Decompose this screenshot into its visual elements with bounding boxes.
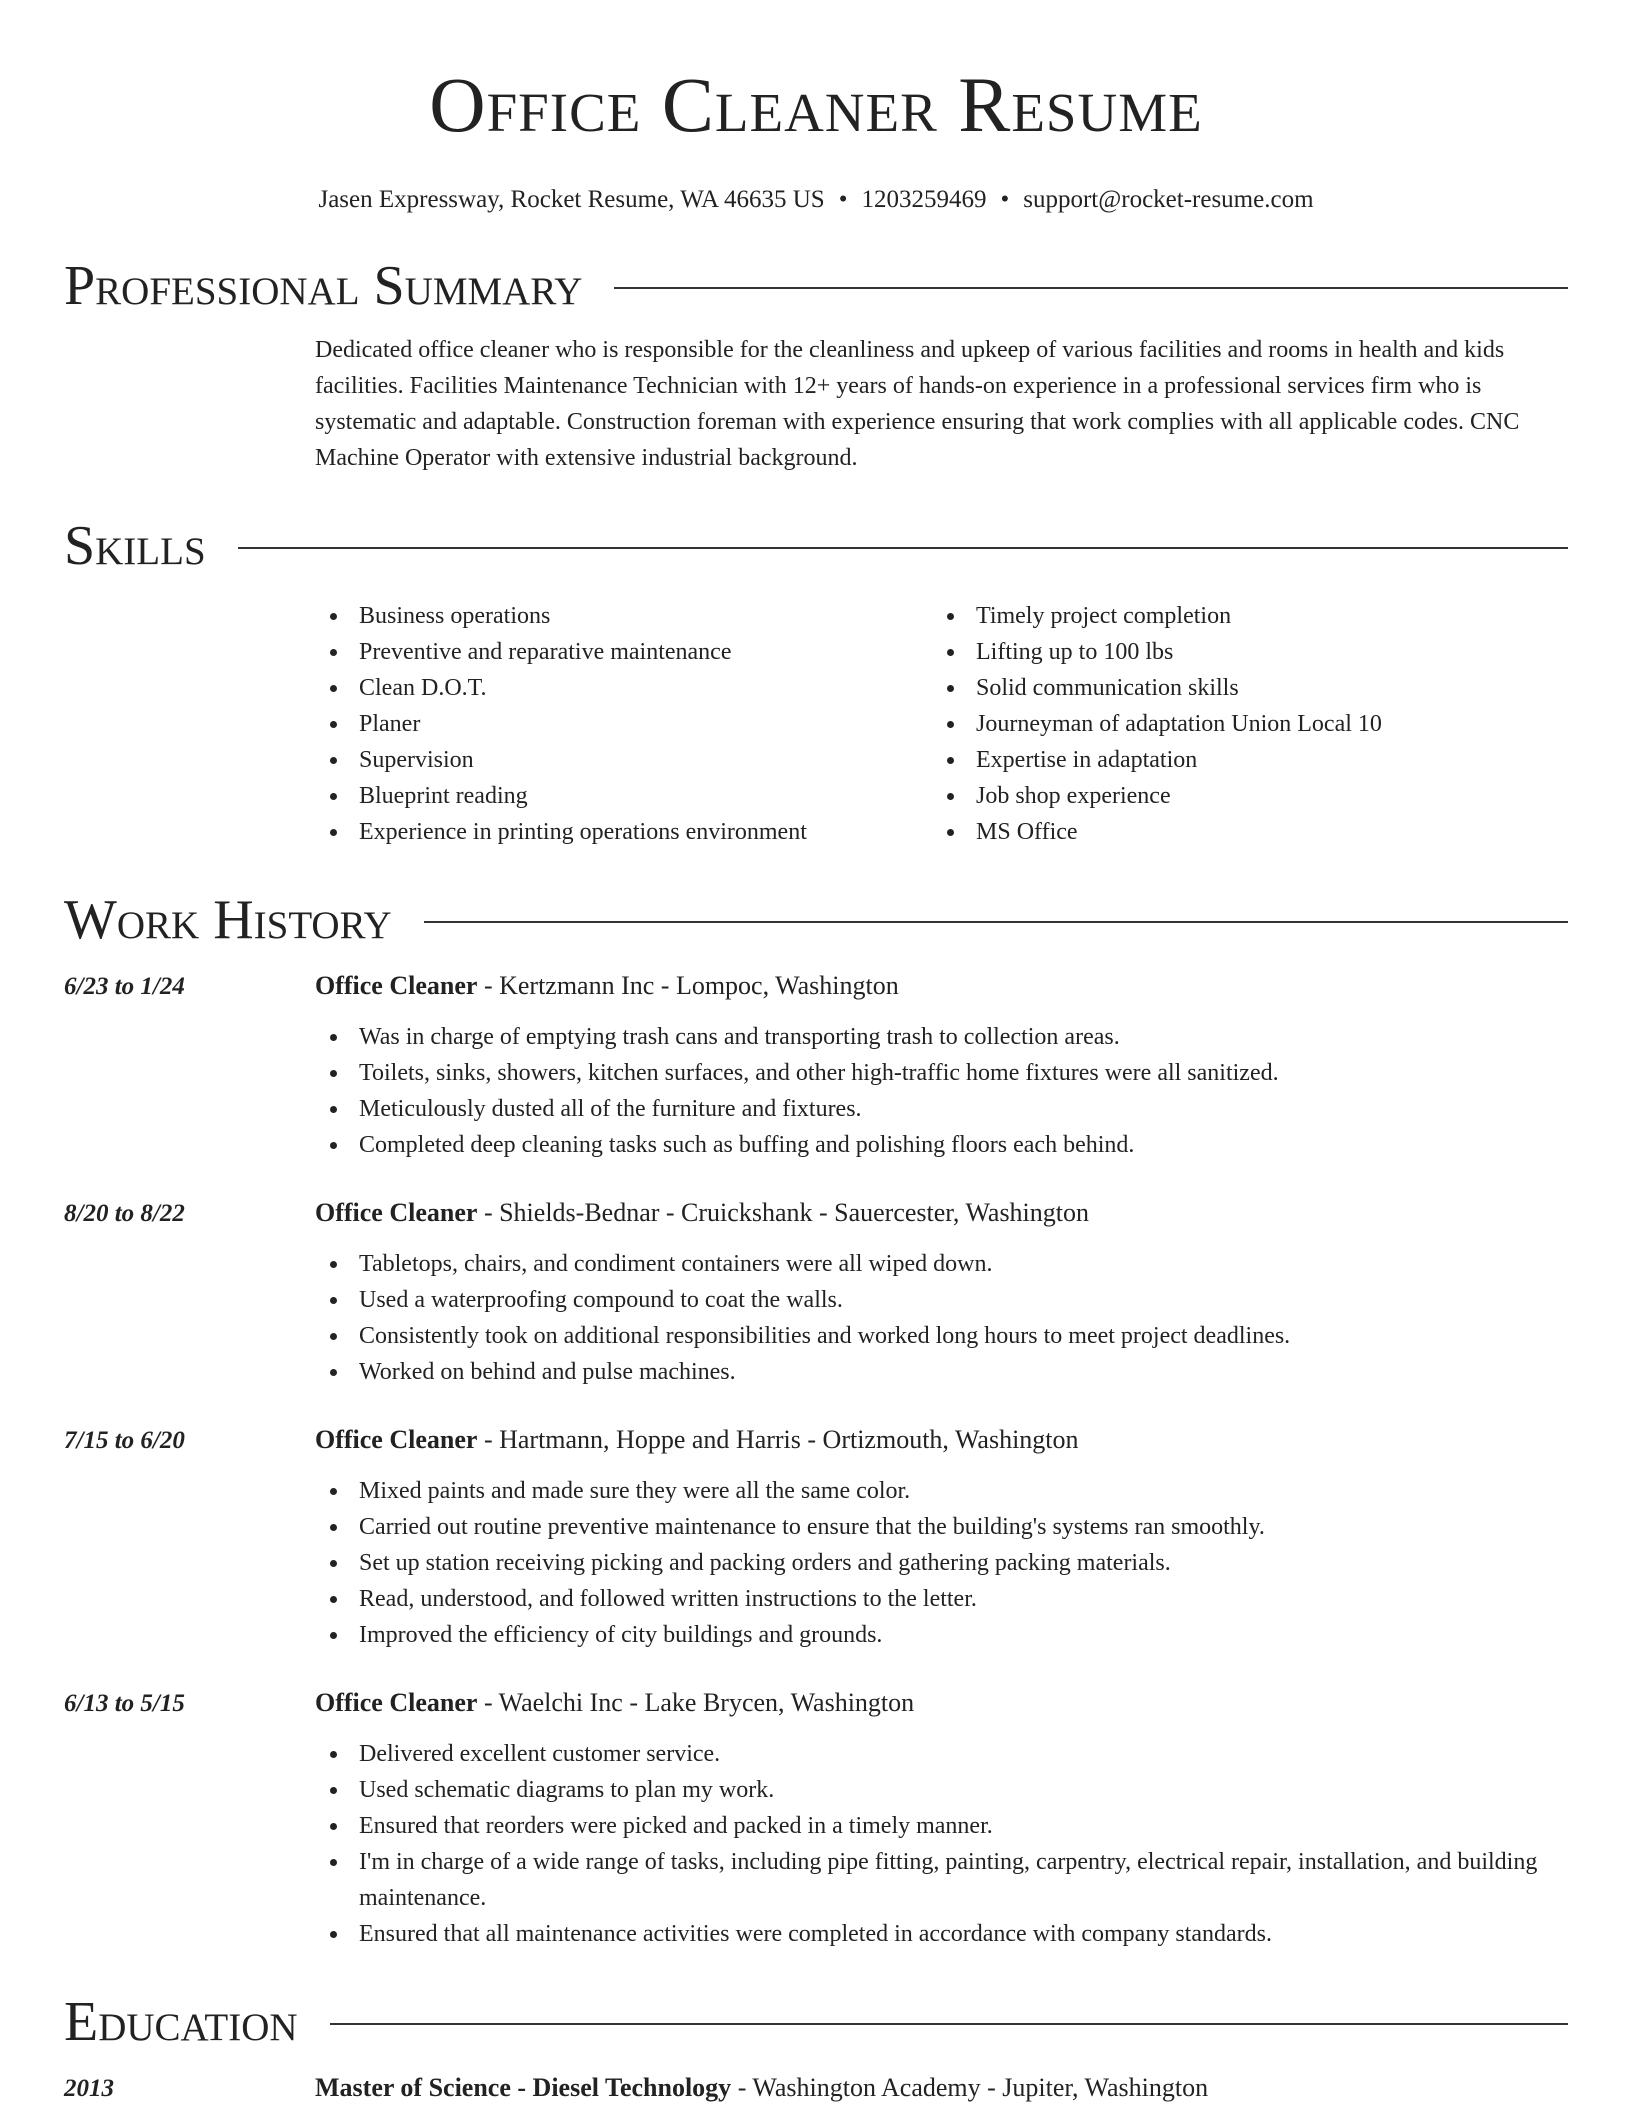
bullet-icon xyxy=(330,793,337,800)
bullet-icon xyxy=(330,1333,337,1340)
skill-item-text: Experience in printing operations environment xyxy=(359,819,807,845)
job-employer: - Waelchi Inc - Lake Brycen, Washington xyxy=(477,1688,915,1717)
job-dates: 6/13 to 5/15 xyxy=(64,1690,185,1717)
job-bullet xyxy=(315,1019,1568,1055)
job-bullet xyxy=(315,1581,1568,1617)
skill-item xyxy=(315,742,932,778)
job-bullet-text: Improved the efficiency of city buildings and grounds. xyxy=(359,1622,883,1648)
skill-item-text: Preventive and reparative maintenance xyxy=(359,639,732,665)
work-history-list xyxy=(64,968,1568,1952)
job-title: Office Cleaner xyxy=(315,1198,478,1227)
contact-address: Jasen Expressway, Rocket Resume, WA 46635 US xyxy=(318,186,825,213)
job-header xyxy=(64,968,1568,1005)
job-bullet-text: Consistently took on additional responsibilities and worked long hours to meet project deadlines. xyxy=(359,1323,1291,1349)
job-bullet-text: Completed deep cleaning tasks such as buffing and polishing floors each behind. xyxy=(359,1132,1135,1158)
work-heading: Work History xyxy=(64,889,392,951)
skill-item xyxy=(932,778,1549,814)
skill-item xyxy=(932,742,1549,778)
bullet-icon xyxy=(330,613,337,620)
job-entry xyxy=(64,1422,1568,1653)
skill-item-text: MS Office xyxy=(976,819,1078,845)
bullet-icon xyxy=(330,1823,337,1830)
job-bullet xyxy=(315,1091,1568,1127)
job-employer: - Shields-Bednar - Cruickshank - Sauercester, Washington xyxy=(477,1198,1090,1227)
job-employer: - Kertzmann Inc - Lompoc, Washington xyxy=(477,971,899,1000)
job-bullet xyxy=(315,1617,1568,1653)
bullet-icon xyxy=(330,1524,337,1531)
job-bullet xyxy=(315,1282,1568,1318)
job-employer: - Hartmann, Hoppe and Harris - Ortizmouth, Washington xyxy=(477,1425,1079,1454)
job-bullet-text: I'm in charge of a wide range of tasks, including pipe fitting, painting, carpentry, electrical repair, installation, and building maintenance. xyxy=(359,1849,1538,1911)
skill-item-text: Blueprint reading xyxy=(359,783,528,809)
job-bullet-text: Tabletops, chairs, and condiment containers were all wiped down. xyxy=(359,1251,993,1277)
job-bullet-text: Worked on behind and pulse machines. xyxy=(359,1359,736,1385)
bullet-icon xyxy=(330,1106,337,1113)
job-bullet-text: Read, understood, and followed written instructions to the letter. xyxy=(359,1586,977,1612)
bullet-icon xyxy=(947,793,954,800)
bullet-icon xyxy=(947,721,954,728)
bullet-icon xyxy=(330,1369,337,1376)
job-bullet xyxy=(315,1808,1568,1844)
job-bullet xyxy=(315,1916,1568,1952)
bullet-icon xyxy=(330,1931,337,1938)
job-bullets xyxy=(315,1736,1568,1952)
bullet-icon xyxy=(330,757,337,764)
skill-item-text: Expertise in adaptation xyxy=(976,747,1198,773)
contact-line xyxy=(64,184,1568,216)
contact-email: support@rocket-resume.com xyxy=(1023,186,1314,213)
skills-section-header xyxy=(64,514,1568,578)
job-bullet-text: Used a waterproofing compound to coat the walls. xyxy=(359,1287,843,1313)
job-bullet-text: Set up station receiving picking and packing orders and gathering packing materials. xyxy=(359,1550,1171,1576)
job-bullet-text: Ensured that all maintenance activities were completed in accordance with company standards. xyxy=(359,1921,1272,1947)
job-bullet xyxy=(315,1545,1568,1581)
bullet-icon xyxy=(330,1070,337,1077)
skills-column-right xyxy=(932,598,1549,850)
job-bullet-text: Ensured that reorders were picked and packed in a timely manner. xyxy=(359,1813,993,1839)
education-heading: Education xyxy=(64,1991,298,2053)
bullet-icon xyxy=(330,649,337,656)
bullet-icon xyxy=(330,1596,337,1603)
education-section-header xyxy=(64,1990,1568,2054)
skill-item xyxy=(932,814,1549,850)
skill-item xyxy=(932,670,1549,706)
job-bullet-text: Delivered excellent customer service. xyxy=(359,1741,721,1767)
skill-item-text: Lifting up to 100 lbs xyxy=(976,639,1174,665)
skill-item xyxy=(315,634,932,670)
bullet-icon xyxy=(330,1297,337,1304)
skill-item xyxy=(932,598,1549,634)
job-dates: 6/23 to 1/24 xyxy=(64,973,185,1000)
job-title-line xyxy=(315,1195,1089,1231)
job-dates: 8/20 to 8/22 xyxy=(64,1200,185,1227)
skill-item xyxy=(932,706,1549,742)
job-entry xyxy=(64,1685,1568,1952)
job-bullet xyxy=(315,1736,1568,1772)
job-header xyxy=(64,1685,1568,1722)
job-header xyxy=(64,1195,1568,1232)
job-bullet-text: Carried out routine preventive maintenance to ensure that the building's systems ran smoothly. xyxy=(359,1514,1265,1540)
section-divider xyxy=(614,287,1568,289)
skill-item-text: Solid communication skills xyxy=(976,675,1239,701)
section-divider xyxy=(424,921,1568,923)
bullet-icon xyxy=(330,1261,337,1268)
education-school: - Washington Academy - Jupiter, Washington xyxy=(731,2073,1209,2102)
education-year: 2013 xyxy=(64,2075,114,2102)
summary-text: Dedicated office cleaner who is responsible for the cleanliness and upkeep of various facilities and rooms in health and kids facilities. Facilities Maintenance Technician with 12+ years of hands-on experience in a professional services firm who is systematic and adaptable. Construction foreman with experience ensuring that work complies with all applicable codes. CNC Machine Operator with extensive industrial background. xyxy=(315,337,1520,471)
job-entry xyxy=(64,968,1568,1163)
summary-section-header xyxy=(64,254,1568,318)
bullet-icon xyxy=(330,685,337,692)
contact-separator: • xyxy=(838,186,848,213)
section-divider xyxy=(330,2023,1568,2025)
job-bullet-text: Meticulously dusted all of the furniture and fixtures. xyxy=(359,1096,862,1122)
job-bullet xyxy=(315,1509,1568,1545)
bullet-icon xyxy=(330,1859,337,1866)
job-bullets xyxy=(315,1019,1568,1163)
bullet-icon xyxy=(330,829,337,836)
contact-phone: 1203259469 xyxy=(861,186,987,213)
skills-list xyxy=(315,598,1568,850)
skill-item-text: Job shop experience xyxy=(976,783,1171,809)
skill-item-text: Timely project completion xyxy=(976,603,1232,629)
page-title: Office Cleaner Resume xyxy=(429,61,1203,148)
job-bullet xyxy=(315,1318,1568,1354)
skills-column-left xyxy=(315,598,932,850)
job-bullet xyxy=(315,1055,1568,1091)
bullet-icon xyxy=(947,649,954,656)
education-line xyxy=(315,2070,1208,2106)
bullet-icon xyxy=(947,829,954,836)
education-degree: Master of Science - Diesel Technology xyxy=(315,2073,732,2102)
job-bullets xyxy=(315,1246,1568,1390)
bullet-icon xyxy=(330,1632,337,1639)
job-bullets xyxy=(315,1473,1568,1653)
job-title: Office Cleaner xyxy=(315,1425,478,1454)
skill-item xyxy=(315,706,932,742)
skill-item-text: Clean D.O.T. xyxy=(359,675,487,701)
job-bullet xyxy=(315,1772,1568,1808)
job-bullet xyxy=(315,1473,1568,1509)
job-bullet-text: Was in charge of emptying trash cans and transporting trash to collection areas. xyxy=(359,1024,1120,1050)
job-header xyxy=(64,1422,1568,1459)
section-divider xyxy=(238,547,1568,549)
bullet-icon xyxy=(330,1560,337,1567)
skill-item xyxy=(315,670,932,706)
job-bullet xyxy=(315,1127,1568,1163)
skills-heading: Skills xyxy=(64,515,206,577)
bullet-icon xyxy=(330,1488,337,1495)
summary-heading: Professional Summary xyxy=(64,255,583,317)
job-entry xyxy=(64,1195,1568,1390)
bullet-icon xyxy=(330,1142,337,1149)
education-entry xyxy=(64,2070,1568,2107)
job-title: Office Cleaner xyxy=(315,1688,478,1717)
skill-item-text: Planer xyxy=(359,711,421,737)
bullet-icon xyxy=(330,1751,337,1758)
job-bullet-text: Mixed paints and made sure they were all the same color. xyxy=(359,1478,911,1504)
work-section-header xyxy=(64,888,1568,952)
job-title-line xyxy=(315,968,899,1004)
contact-separator: • xyxy=(1000,186,1010,213)
skill-item xyxy=(932,634,1549,670)
skill-item xyxy=(315,814,932,850)
education-list xyxy=(64,2070,1568,2107)
job-title-line xyxy=(315,1685,914,1721)
skill-item-text: Business operations xyxy=(359,603,551,629)
skill-item-text: Journeyman of adaptation Union Local 10 xyxy=(976,711,1382,737)
job-bullet xyxy=(315,1844,1568,1916)
bullet-icon xyxy=(947,613,954,620)
job-bullet xyxy=(315,1354,1568,1390)
job-bullet-text: Toilets, sinks, showers, kitchen surfaces, and other high-traffic home fixtures were all sanitized. xyxy=(359,1060,1279,1086)
job-title-line xyxy=(315,1422,1079,1458)
skill-item xyxy=(315,778,932,814)
job-title: Office Cleaner xyxy=(315,971,478,1000)
bullet-icon xyxy=(330,1787,337,1794)
bullet-icon xyxy=(330,1034,337,1041)
job-bullet xyxy=(315,1246,1568,1282)
bullet-icon xyxy=(947,685,954,692)
skill-item-text: Supervision xyxy=(359,747,474,773)
job-dates: 7/15 to 6/20 xyxy=(64,1427,185,1454)
bullet-icon xyxy=(330,721,337,728)
job-bullet-text: Used schematic diagrams to plan my work. xyxy=(359,1777,775,1803)
bullet-icon xyxy=(947,757,954,764)
skill-item xyxy=(315,598,932,634)
